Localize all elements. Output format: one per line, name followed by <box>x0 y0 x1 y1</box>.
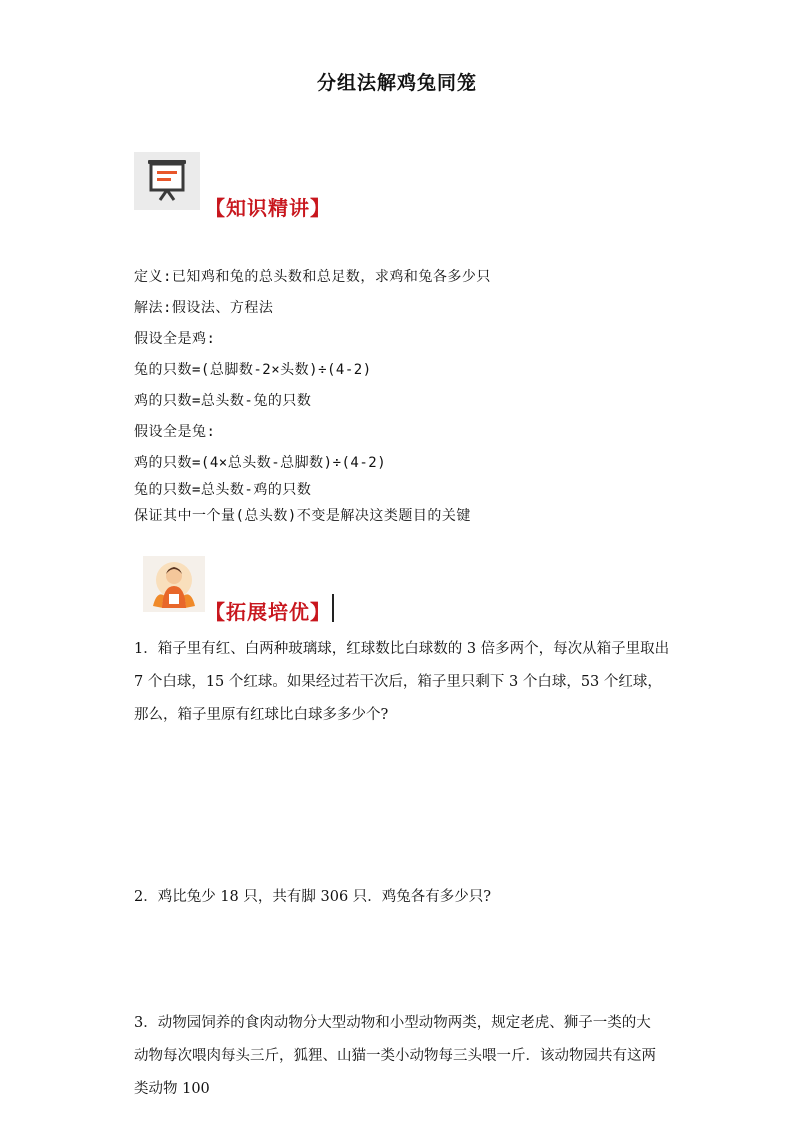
question-1: 1．箱子里有红、白两种玻璃球，红球数比白球数的 3 倍多两个，每次从箱子里取出 7 个白球，15 个红球。如果经过若干次后，箱子里只剩下 3 个白球，53 个红球，那么，箱子里原有红球比白球多多少个? <box>134 641 670 723</box>
page-title: 分组法解鸡兔同笼 <box>316 72 477 94</box>
presentation-board-icon <box>134 152 200 210</box>
knowledge-line: 解法:假设法、方程法 <box>134 300 274 316</box>
knowledge-line: 保证其中一个量(总头数)不变是解决这类题目的关键 <box>134 508 471 524</box>
section-advanced-heading: 【拓展培优】 <box>205 600 331 624</box>
knowledge-line: 鸡的只数=总头数-兔的只数 <box>134 393 312 409</box>
teacher-avatar-icon <box>143 556 205 612</box>
knowledge-line: 兔的只数=(总脚数-2×头数)÷(4-2) <box>134 362 372 378</box>
knowledge-line: 定义:已知鸡和兔的总头数和总足数，求鸡和兔各多少只 <box>134 269 491 285</box>
knowledge-line: 假设全是兔: <box>134 424 216 440</box>
question-2: 2．鸡比兔少 18 只，共有脚 306 只．鸡兔各有多少只? <box>134 889 492 905</box>
question-3: 3．动物园饲养的食肉动物分大型动物和小型动物两类，规定老虎、狮子一类的大动物每次喂肉每头三斤，狐狸、山猫一类小动物每三头喂一斤．该动物园共有这两类动物 100 <box>134 1015 656 1097</box>
text-cursor <box>332 594 334 622</box>
section-knowledge-heading: 【知识精讲】 <box>205 196 331 220</box>
knowledge-line: 兔的只数=总头数-鸡的只数 <box>134 482 312 498</box>
knowledge-line: 假设全是鸡: <box>134 331 216 347</box>
knowledge-line: 鸡的只数=(4×总头数-总脚数)÷(4-2) <box>134 455 387 471</box>
